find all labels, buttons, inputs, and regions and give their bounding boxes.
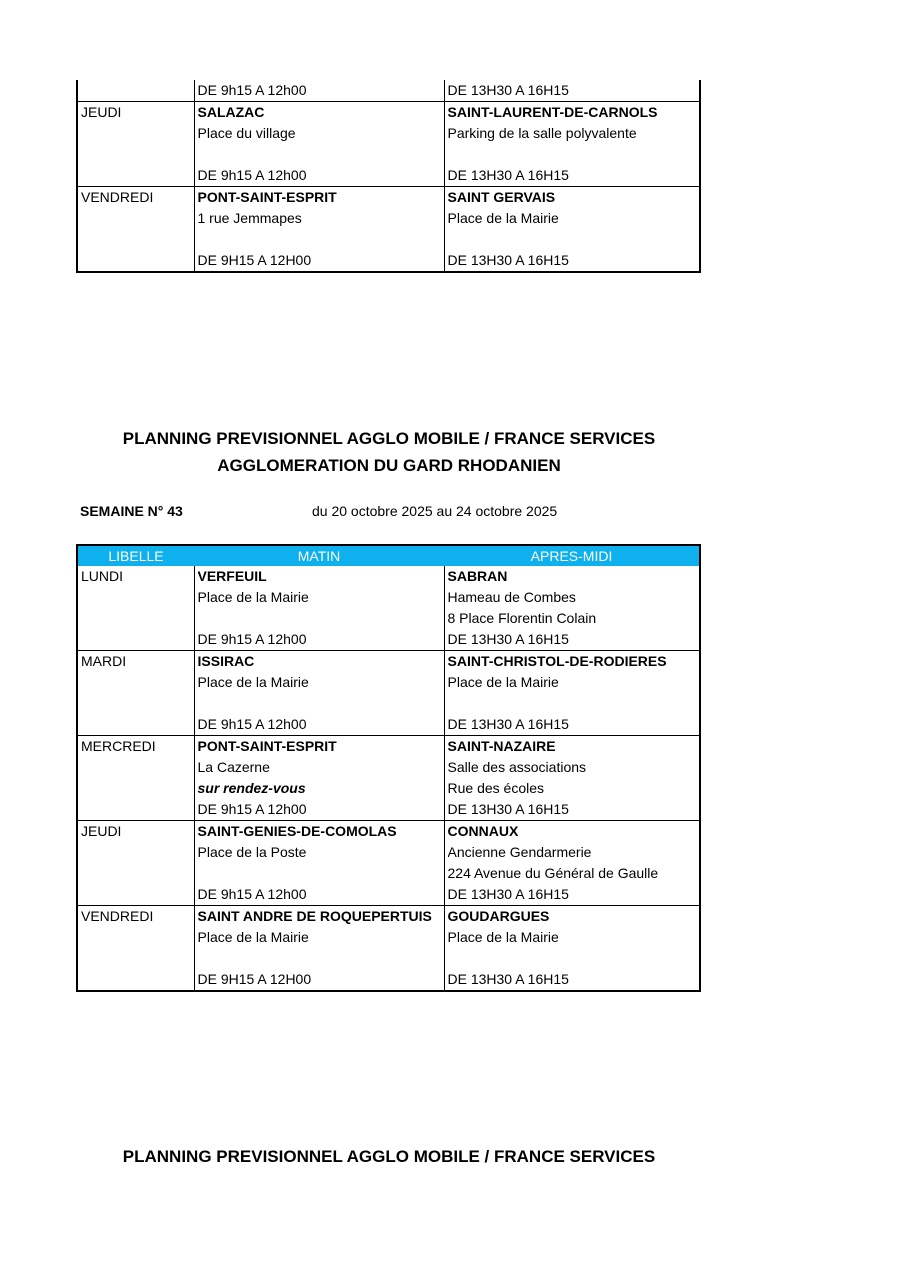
header-apres-midi: APRES-MIDI <box>444 545 700 566</box>
table-row <box>77 80 700 102</box>
planning-title-next: PLANNING PREVISIONNEL AGGLO MOBILE / FRANCE SERVICES <box>122 1147 656 1166</box>
morning-hours: DE 9h15 A 12h00 <box>197 716 307 732</box>
afternoon-extra: Rue des écoles <box>447 780 545 796</box>
afternoon-cell <box>444 80 700 102</box>
morning-place: Place de la Mairie <box>197 589 309 605</box>
morning-place: Place du village <box>197 125 296 141</box>
morning-extra <box>198 144 444 165</box>
table-row <box>77 821 700 906</box>
morning-cell <box>194 821 444 906</box>
table-row <box>77 906 700 992</box>
morning-cell <box>194 736 444 821</box>
afternoon-place: Place de la Mairie <box>447 210 559 226</box>
afternoon-town: SAINT-LAURENT-DE-CARNOLS <box>447 104 658 120</box>
afternoon-cell <box>444 187 700 273</box>
morning-town: SAINT-GENIES-DE-COMOLAS <box>197 823 397 839</box>
table-header-row <box>77 545 700 566</box>
afternoon-town: CONNAUX <box>447 823 519 839</box>
schedule-table-previous-week <box>76 80 701 273</box>
afternoon-cell <box>444 906 700 992</box>
day-cell: MARDI <box>77 651 194 736</box>
day-cell: JEUDI <box>77 102 194 187</box>
morning-cell <box>194 566 444 651</box>
afternoon-extra: 8 Place Florentin Colain <box>447 610 597 626</box>
day-cell: VENDREDI <box>77 187 194 273</box>
morning-town: SALAZAC <box>197 104 265 120</box>
day-cell <box>77 80 194 102</box>
afternoon-place: Ancienne Gendarmerie <box>447 844 592 860</box>
header-libelle: LIBELLE <box>77 545 194 566</box>
morning-town: PONT-SAINT-ESPRIT <box>197 738 337 754</box>
morning-place: Place de la Mairie <box>197 674 309 690</box>
morning-place: 1 rue Jemmapes <box>197 210 302 226</box>
afternoon-hours: DE 13H30 A 16H15 <box>447 167 569 183</box>
afternoon-place: Salle des associations <box>447 759 587 775</box>
table-row <box>77 566 700 651</box>
afternoon-place: Parking de la salle polyvalente <box>447 125 637 141</box>
afternoon-cell <box>444 102 700 187</box>
afternoon-town: SAINT GERVAIS <box>447 189 556 205</box>
morning-town: VERFEUIL <box>197 568 267 584</box>
table-row <box>77 102 700 187</box>
afternoon-town: SABRAN <box>447 568 508 584</box>
afternoon-place: Hameau de Combes <box>447 589 576 605</box>
afternoon-extra: 224 Avenue du Général de Gaulle <box>447 865 659 881</box>
week-label: SEMAINE N° 43 <box>80 503 183 519</box>
morning-hours: DE 9H15 A 12H00 <box>197 252 312 268</box>
morning-hours: DE 9h15 A 12h00 <box>197 82 307 98</box>
morning-extra <box>198 948 444 969</box>
afternoon-cell <box>444 566 700 651</box>
afternoon-extra <box>448 693 700 714</box>
morning-cell <box>194 102 444 187</box>
morning-hours: DE 9h15 A 12h00 <box>197 801 307 817</box>
afternoon-hours: DE 13H30 A 16H15 <box>447 252 569 268</box>
afternoon-hours: DE 13H30 A 16H15 <box>447 801 569 817</box>
planning-title: PLANNING PREVISIONNEL AGGLO MOBILE / FRANCE SERVICES <box>122 429 656 448</box>
day-cell: JEUDI <box>77 821 194 906</box>
morning-town: ISSIRAC <box>197 653 255 669</box>
morning-town: SAINT ANDRE DE ROQUEPERTUIS <box>197 908 432 924</box>
morning-cell <box>194 906 444 992</box>
schedule-table-week-43 <box>76 544 701 992</box>
afternoon-extra <box>448 144 700 165</box>
afternoon-place: Place de la Mairie <box>447 929 559 945</box>
afternoon-extra <box>448 948 700 969</box>
morning-hours: DE 9H15 A 12H00 <box>197 971 312 987</box>
morning-cell <box>194 80 444 102</box>
afternoon-hours: DE 13H30 A 16H15 <box>447 82 569 98</box>
table-row <box>77 651 700 736</box>
morning-hours: DE 9h15 A 12h00 <box>197 631 307 647</box>
header-matin: MATIN <box>194 545 444 566</box>
afternoon-cell <box>444 736 700 821</box>
planning-subtitle: AGGLOMERATION DU GARD RHODANIEN <box>217 456 561 475</box>
morning-extra <box>198 608 444 629</box>
morning-cell <box>194 187 444 273</box>
afternoon-extra <box>448 229 700 250</box>
afternoon-cell <box>444 651 700 736</box>
morning-place: La Cazerne <box>197 759 270 775</box>
afternoon-place: Place de la Mairie <box>447 674 559 690</box>
morning-hours: DE 9h15 A 12h00 <box>197 886 307 902</box>
morning-appointment-note: sur rendez-vous <box>197 780 306 796</box>
morning-hours: DE 9h15 A 12h00 <box>197 167 307 183</box>
date-range: du 20 octobre 2025 au 24 octobre 2025 <box>312 503 558 519</box>
morning-town: PONT-SAINT-ESPRIT <box>197 189 337 205</box>
afternoon-cell <box>444 821 700 906</box>
morning-extra <box>198 229 444 250</box>
afternoon-hours: DE 13H30 A 16H15 <box>447 631 569 647</box>
morning-place: Place de la Poste <box>197 844 307 860</box>
morning-place: Place de la Mairie <box>197 929 309 945</box>
afternoon-hours: DE 13H30 A 16H15 <box>447 971 569 987</box>
table-row <box>77 187 700 273</box>
day-cell: VENDREDI <box>77 906 194 992</box>
afternoon-town: SAINT-CHRISTOL-DE-RODIERES <box>447 653 667 669</box>
morning-extra <box>198 693 444 714</box>
afternoon-hours: DE 13H30 A 16H15 <box>447 716 569 732</box>
morning-extra <box>198 863 444 884</box>
afternoon-town: GOUDARGUES <box>447 908 550 924</box>
day-cell: MERCREDI <box>77 736 194 821</box>
afternoon-hours: DE 13H30 A 16H15 <box>447 886 569 902</box>
afternoon-town: SAINT-NAZAIRE <box>447 738 556 754</box>
day-cell: LUNDI <box>81 568 124 584</box>
morning-cell <box>194 651 444 736</box>
table-row <box>77 736 700 821</box>
